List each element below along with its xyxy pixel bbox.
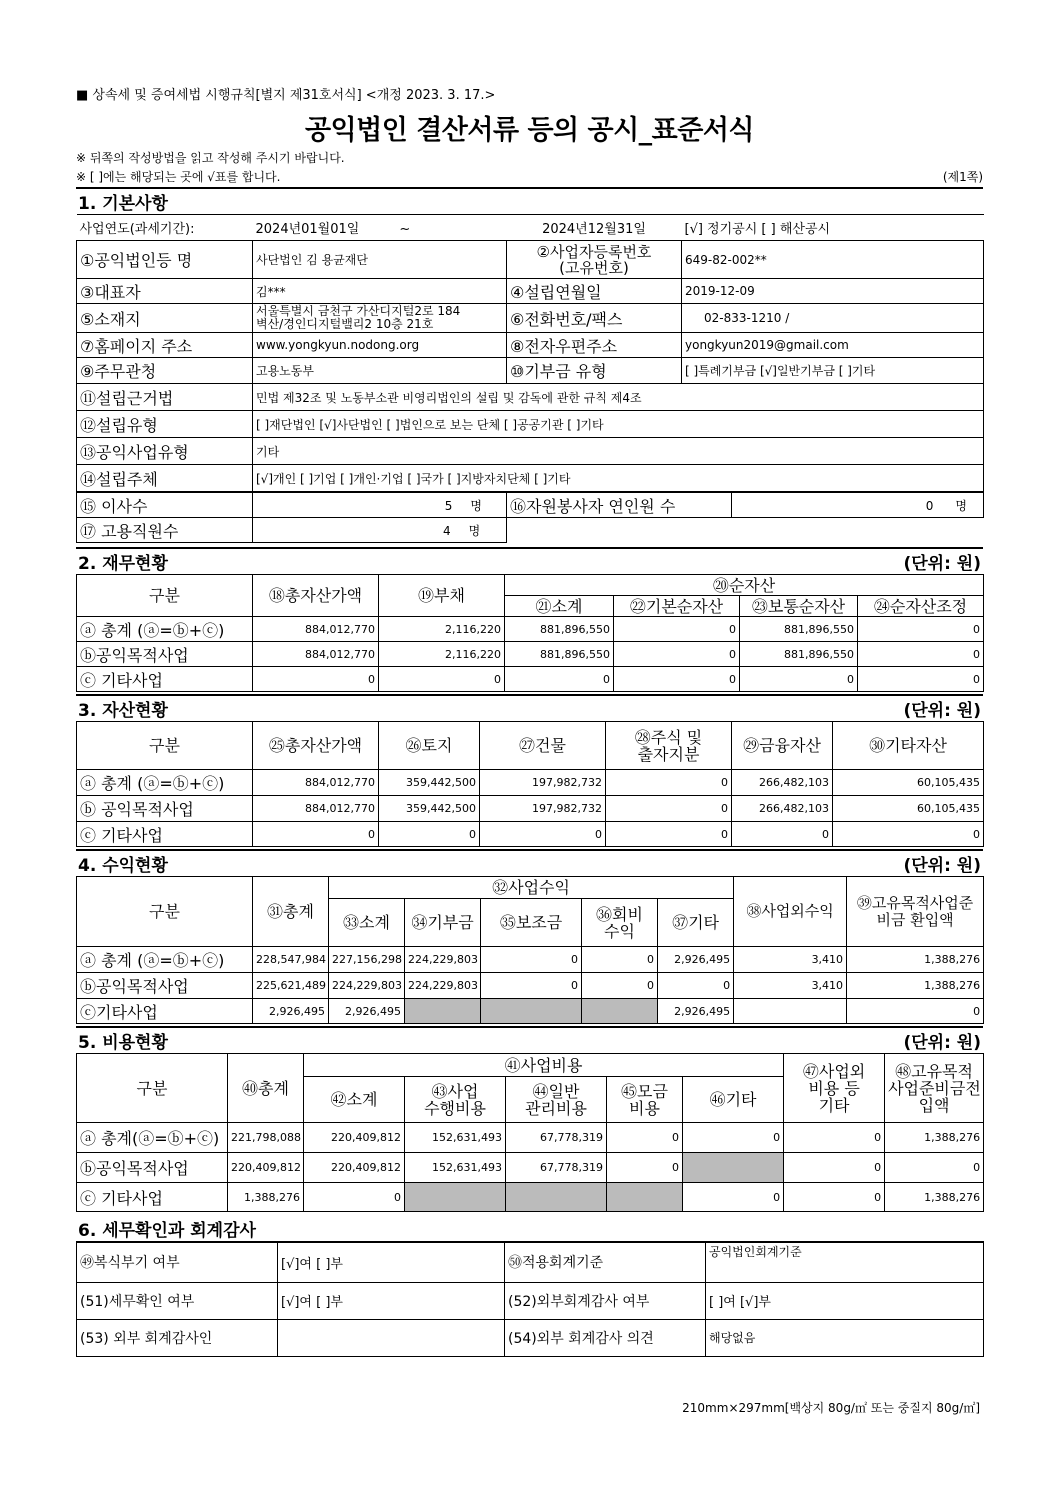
s3-h-stock: ㉘주식 및 출자지분	[606, 722, 732, 770]
s2-h-total-assets: ⑱총자산가액	[253, 575, 379, 617]
table-row: ⓒ 기타사업 0 0 0 0 0 0	[77, 667, 984, 692]
fiscal-end: 2024년12월31일	[507, 215, 682, 241]
rep-value: 김***	[253, 279, 507, 304]
tel-value: 02-833-1210 /	[682, 304, 984, 333]
basic-info-table	[76, 214, 984, 492]
email-value: yongkyun2019@gmail.com	[682, 333, 984, 358]
employees-label: ⑰ 고용직원수	[77, 518, 253, 543]
donation-checkbox[interactable]: [ ]특례기부금 [√]일반기부금 [ ]기타	[682, 358, 984, 384]
law-reference: ■ 상속세 및 증여세법 시행규칙[별지 제31호서식] <개정 2023. 3. 17.>	[76, 88, 496, 103]
auditor-value	[278, 1319, 505, 1356]
s4-h-fee: ㊱회비 수익	[582, 899, 658, 947]
founder-checkbox[interactable]: [√]개인 [ ]기업 [ ]개인·기업 [ ]국가 [ ]지방자치단체 [ ]기타	[253, 465, 984, 492]
biztype-label: ⑬공익사업유형	[77, 438, 253, 465]
employees-value: 4 명	[253, 518, 507, 543]
ministry-label: ⑨주무관청	[77, 358, 253, 384]
esttype-checkbox[interactable]: [ ]재단법인 [√]사단법인 [ ]법인으로 보는 단체 [ ]공공기관 [ ]기타	[253, 411, 984, 438]
estdate-value: 2019-12-09	[682, 279, 984, 304]
opinion-value: 해당없음	[706, 1319, 984, 1356]
s5-h-etc: ㊻기타	[683, 1077, 784, 1123]
volunteers-value: 0 명	[732, 493, 984, 518]
estdate-label: ④설립연월일	[507, 279, 682, 304]
s3-h-fin: ㉙금융자산	[732, 722, 833, 770]
instruction-note-2: ※ [ ]에는 해당되는 곳에 √표를 합니다.	[76, 170, 281, 184]
audit-label: (52)외부회계감사 여부	[505, 1282, 706, 1319]
law-value: 민법 제32조 및 노동부소관 비영리법인의 설립 및 감독에 관한 규칙 제4조	[253, 384, 984, 411]
s4-h-total: ㉛총계	[253, 877, 329, 947]
opinion-label: (54)외부 회계감사 의견	[505, 1319, 706, 1356]
asset-status-table	[76, 721, 984, 847]
tel-label: ⑥전화번호/팩스	[507, 304, 682, 333]
email-label: ⑧전자우편주소	[507, 333, 682, 358]
s4-h-sub2: ㉟보조금	[481, 899, 582, 947]
section-4-heading: 4. 수익현황 (단위: 원)	[76, 849, 983, 876]
s4-h-nonbiz: ㊳사업외수익	[734, 877, 847, 947]
s3-h-total: ㉕총자산가액	[253, 722, 379, 770]
biztype-value: 기타	[253, 438, 984, 465]
section-6-heading: 6. 세무확인과 회계감사	[78, 1221, 256, 1241]
s2-h-net: ⑳순자산	[505, 575, 984, 596]
section-3-heading: 3. 자산현황 (단위: 원)	[76, 694, 983, 721]
financial-status-table	[76, 574, 984, 692]
section-5-heading: 5. 비용현황 (단위: 원)	[76, 1026, 983, 1053]
instruction-note-1: ※ 뒤쪽의 작성방법을 읽고 작성해 주시기 바랍니다.	[76, 151, 345, 165]
fiscal-start: 2024년01월01일 ~	[253, 215, 507, 241]
web-value: www.yongkyun.nodong.org	[253, 333, 507, 358]
name-label: ①공익법인등 명	[77, 241, 253, 279]
table-row: ⓐ 총계 (ⓐ=ⓑ+ⓒ) 884,012,770 359,442,500 197,982,732 0 266,482,103 60,105,435	[77, 770, 984, 796]
s4-h-don: ㉞기부금	[405, 899, 481, 947]
web-label: ⑦홈페이지 주소	[77, 333, 253, 358]
expense-status-table	[76, 1053, 984, 1212]
taxcheck-label: (51)세무확인 여부	[77, 1282, 278, 1319]
auditor-label: (53) 외부 회계감사인	[77, 1319, 278, 1356]
headcount-table	[76, 492, 984, 543]
s2-h-adjust: ㉔순자산조정	[858, 596, 984, 617]
s2-h-basic: ㉒기본순자산	[614, 596, 740, 617]
s5-h-fund: ㊺모금 비용	[607, 1077, 683, 1123]
directors-label: ⑮ 이사수	[77, 493, 253, 518]
s5-h-gubun: 구분	[77, 1054, 228, 1123]
tax-audit-table	[76, 1241, 984, 1357]
fiscal-year-label: 사업연도(과세기간):	[77, 215, 253, 241]
bookkeeping-checkbox[interactable]: [√]여 [ ]부	[278, 1242, 505, 1282]
s2-h-liab: ⑲부채	[379, 575, 505, 617]
table-row: ⓑ공익목적사업 225,621,489 224,229,803 224,229,803 0 0 0 3,410 1,388,276	[77, 973, 984, 999]
table-row: ⓐ 총계 (ⓐ=ⓑ+ⓒ) 884,012,770 2,116,220 881,896,550 0 881,896,550 0	[77, 617, 984, 642]
page-number: (제1쪽)	[942, 170, 983, 184]
s2-h-common: ㉓보통순자산	[740, 596, 858, 617]
taxcheck-checkbox[interactable]: [√]여 [ ]부	[278, 1282, 505, 1319]
table-row: ⓒ 기타사업 1,388,276 0 0 0 1,388,276	[77, 1183, 984, 1212]
s4-h-sub: ㉝소계	[329, 899, 405, 947]
table-row: ⓐ 총계(ⓐ=ⓑ+ⓒ) 221,798,088 220,409,812 152,631,493 67,778,319 0 0 0 1,388,276	[77, 1123, 984, 1153]
s2-h-gubun: 구분	[77, 575, 253, 617]
audit-checkbox[interactable]: [ ]여 [√]부	[706, 1282, 984, 1319]
paper-spec-footer: 210mm×297mm[백상지 80g/㎡ 또는 중질지 80g/㎡]	[682, 1401, 980, 1415]
s5-h-total: ㊵총계	[228, 1054, 304, 1123]
s5-h-nonbiz: ㊼사업외 비용 등 기타	[784, 1054, 885, 1123]
standard-value: 공익법인회계기준	[706, 1242, 984, 1282]
table-row: ⓑ공익목적사업 884,012,770 2,116,220 881,896,550 0 881,896,550 0	[77, 642, 984, 667]
table-row: ⓒ기타사업 2,926,495 2,926,495 2,926,495 0	[77, 999, 984, 1024]
law-label: ⑪설립근거법	[77, 384, 253, 411]
section-2-heading: 2. 재무현황 (단위: 원)	[76, 547, 983, 574]
ministry-value: 고용노동부	[253, 358, 507, 384]
s5-h-admin: ㊹일반 관리비용	[506, 1077, 607, 1123]
volunteers-label: ⑯자원봉사자 연인원 수	[507, 493, 732, 518]
s3-h-gubun: 구분	[77, 722, 253, 770]
s2-h-subtotal: ㉑소계	[505, 596, 614, 617]
disclosure-form	[76, 88, 983, 1357]
donation-label: ⑩기부금 유형	[507, 358, 682, 384]
table-row: ⓐ 총계 (ⓐ=ⓑ+ⓒ) 228,547,984 227,156,298 224,229,803 0 0 2,926,495 3,410 1,388,276	[77, 947, 984, 973]
s3-h-other: ㉚기타자산	[833, 722, 984, 770]
revenue-status-table	[76, 876, 984, 1024]
s5-h-exec: ㊸사업 수행비용	[405, 1077, 506, 1123]
s5-h-sub: ㊷소계	[304, 1077, 405, 1123]
disclosure-type-checkbox[interactable]: [√] 정기공시 [ ] 해산공시	[682, 215, 984, 241]
bizno-value: 649-82-002**	[682, 241, 984, 279]
s4-h-reserve: ㊴고유목적사업준 비금 환입액	[847, 877, 984, 947]
rep-label: ③대표자	[77, 279, 253, 304]
directors-value: 5 명	[253, 493, 507, 518]
section-1-heading: 1. 기본사항	[76, 187, 983, 214]
s3-h-land: ㉖토지	[379, 722, 480, 770]
name-value: 사단법인 김 용균재단	[253, 241, 507, 279]
table-row: ⓑ 공익목적사업 884,012,770 359,442,500 197,982,732 0 266,482,103 60,105,435	[77, 796, 984, 822]
bookkeeping-label: ㊾복식부기 여부	[77, 1242, 278, 1282]
esttype-label: ⑫설립유형	[77, 411, 253, 438]
table-row: ⓒ 기타사업 0 0 0 0 0 0	[77, 822, 984, 847]
s3-h-bldg: ㉗건물	[480, 722, 606, 770]
s4-h-biz: ㉜사업수익	[329, 877, 734, 899]
s4-h-etc: ㊲기타	[658, 899, 734, 947]
founder-label: ⑭설립주체	[77, 465, 253, 492]
s5-h-biz: ㊶사업비용	[304, 1054, 784, 1077]
form-title: 공익법인 결산서류 등의 공시_표준서식	[304, 115, 754, 146]
addr-value: 서울특별시 금천구 가산디지털2로 184 벽산/경인디지털밸리2 10층 21호	[253, 304, 507, 333]
table-row: ⓑ공익목적사업 220,409,812 220,409,812 152,631,493 67,778,319 0 0 0	[77, 1153, 984, 1183]
standard-label: ㊿적용회계기준	[505, 1242, 706, 1282]
s4-h-gubun: 구분	[77, 877, 253, 947]
addr-label: ⑤소재지	[77, 304, 253, 333]
s5-h-reserve: ㊽고유목적 사업준비금전 입액	[885, 1054, 984, 1123]
bizno-label: ②사업자등록번호 (고유번호)	[507, 241, 682, 279]
